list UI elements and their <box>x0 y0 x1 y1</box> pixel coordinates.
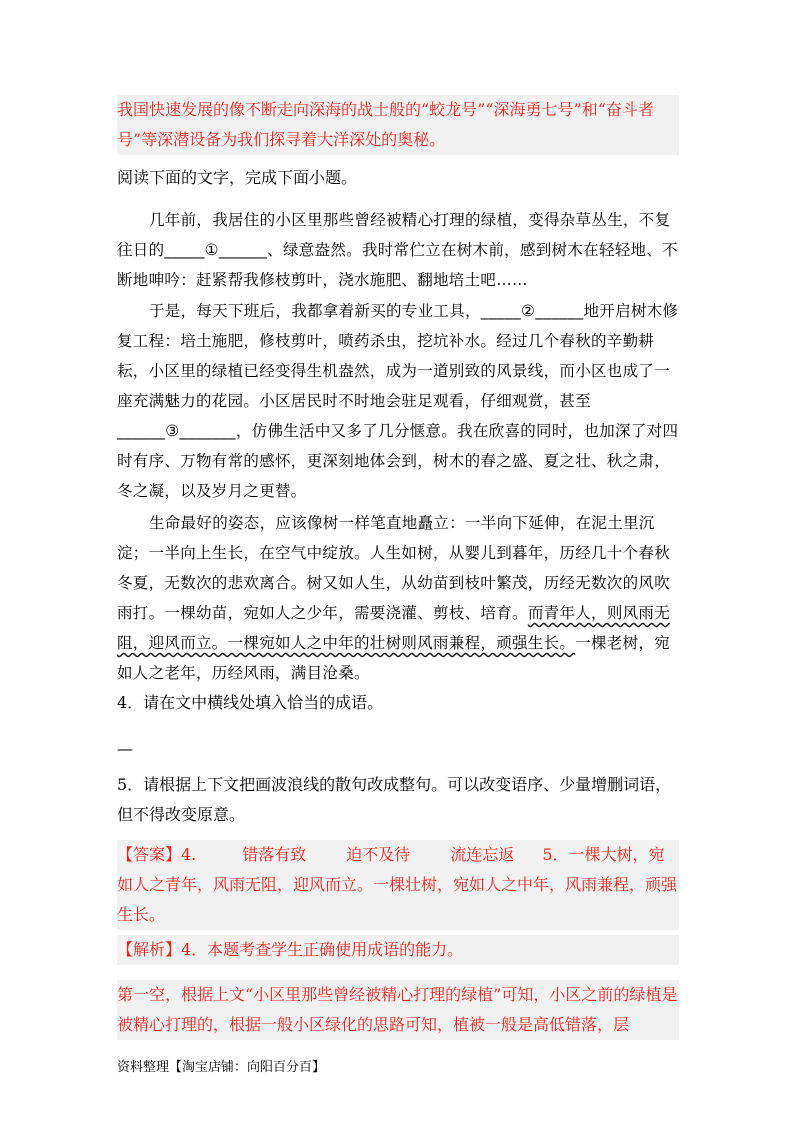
answer-5-text: 5．一棵大树，宛如人之青年，风雨无阻，迎风而立。一棵壮树，宛如人之中年，风雨兼程，顽强生长。 <box>117 845 678 924</box>
answer-line <box>117 734 679 764</box>
answer-idiom-2: 迫不及待 <box>346 845 411 864</box>
passage-p3 <box>117 508 679 688</box>
answer-idiom-1: 错落有致 <box>242 845 307 864</box>
analysis-label <box>117 935 679 965</box>
answer-line-text: — <box>117 739 133 758</box>
question-5-text: 5．请根据上下文把画波浪线的散句改成整句。可以改变语序、少量增删词语，但不得改变原意。 <box>117 775 672 824</box>
passage-paragraph-2: 于是，每天下班后，我都拿着新买的专业工具，_____②______地开启树木修复工程：培土施肥，修枝剪叶，喷药杀虫，挖坑补水。经过几个春秋的辛勤耕耘，小区里的绿植已经变得生机盎然，成为一道别致的风景线，而小区也成了一座充满魅力的花园。小区居民时不时地会驻足观看，仔细观赏，甚至______③_______，仿佛生活中又多了几分惬意。我在欣喜的同时，也加深了对四时有序、万物有常的感怀，更深刻地体会到，树木的春之盛、夏之壮、秋之肃，冬之凝，以及岁月之更替。 <box>117 302 679 500</box>
passage-p1 <box>117 205 679 295</box>
intro-paragraph <box>117 95 679 155</box>
answer-label: 【答案】4. <box>117 845 197 864</box>
intro-text: 我国快速发展的像不断走向深海的战士般的“蛟龙号”“深海勇七号”和“奋斗者号”等深潜设备为我们探寻着大洋深处的奥秘。 <box>117 100 654 149</box>
footer-text: 资料整理【淘宝店铺：向阳百分百】 <box>117 1060 326 1075</box>
question-4 <box>117 688 679 718</box>
answer-idiom-3: 流连忘返 <box>450 845 515 864</box>
answer-section <box>117 840 679 930</box>
passage-p3-text-a: 生命最好的姿态，应该像树一样笔直地矗立：一半向下延伸，在泥土里沉淀；一半向上生长，在空气中绽放。人生如树，从婴儿到暮年，历经几十个春秋冬夏，无数次的悲欢离合。树又如人生，从幼苗到枝叶繁茂，历经无数次的风吹雨打。一棵幼苗，宛如人之少年，需要浇灌、剪枝、培育。 <box>117 514 671 622</box>
footer <box>117 1056 325 1075</box>
passage-paragraph-3 <box>117 508 679 688</box>
instruction <box>117 163 679 193</box>
passage-p3-text-b: 一棵老树，宛如人之老年，历经风雨，满目沧桑。 <box>117 634 671 682</box>
instruction-text: 阅读下面的文字，完成下面小题。 <box>117 168 358 187</box>
question-5 <box>117 770 679 830</box>
analysis-text <box>117 980 679 1040</box>
passage-paragraph-1: 几年前，我居住的小区里那些曾经被精心打理的绿植，变得杂草丛生，不复往日的_____①______、绿意盎然。我时常伫立在树木前，感到树木在轻轻地、不断地呻吟：赶紧帮我修枝剪叶，浇水施肥、翻地培土吧…… <box>117 211 678 289</box>
analysis-paragraph: 第一空，根据上文“小区里那些曾经被精心打理的绿植”可知，小区之前的绿植是被精心打理的，根据一般小区绿化的思路可知，植被一般是高低错落，层 <box>117 985 678 1034</box>
wavy-underlined-sentences: 而青年人，则风雨无阻，迎风而立。一棵宛如人之中年的壮树则风雨兼程，顽强生长。 <box>117 604 671 652</box>
question-4-text: 4．请在文中横线处填入恰当的成语。 <box>117 693 384 712</box>
passage-p2 <box>117 296 679 506</box>
analysis-label-text: 【解析】4．本题考查学生正确使用成语的能力。 <box>117 940 464 959</box>
